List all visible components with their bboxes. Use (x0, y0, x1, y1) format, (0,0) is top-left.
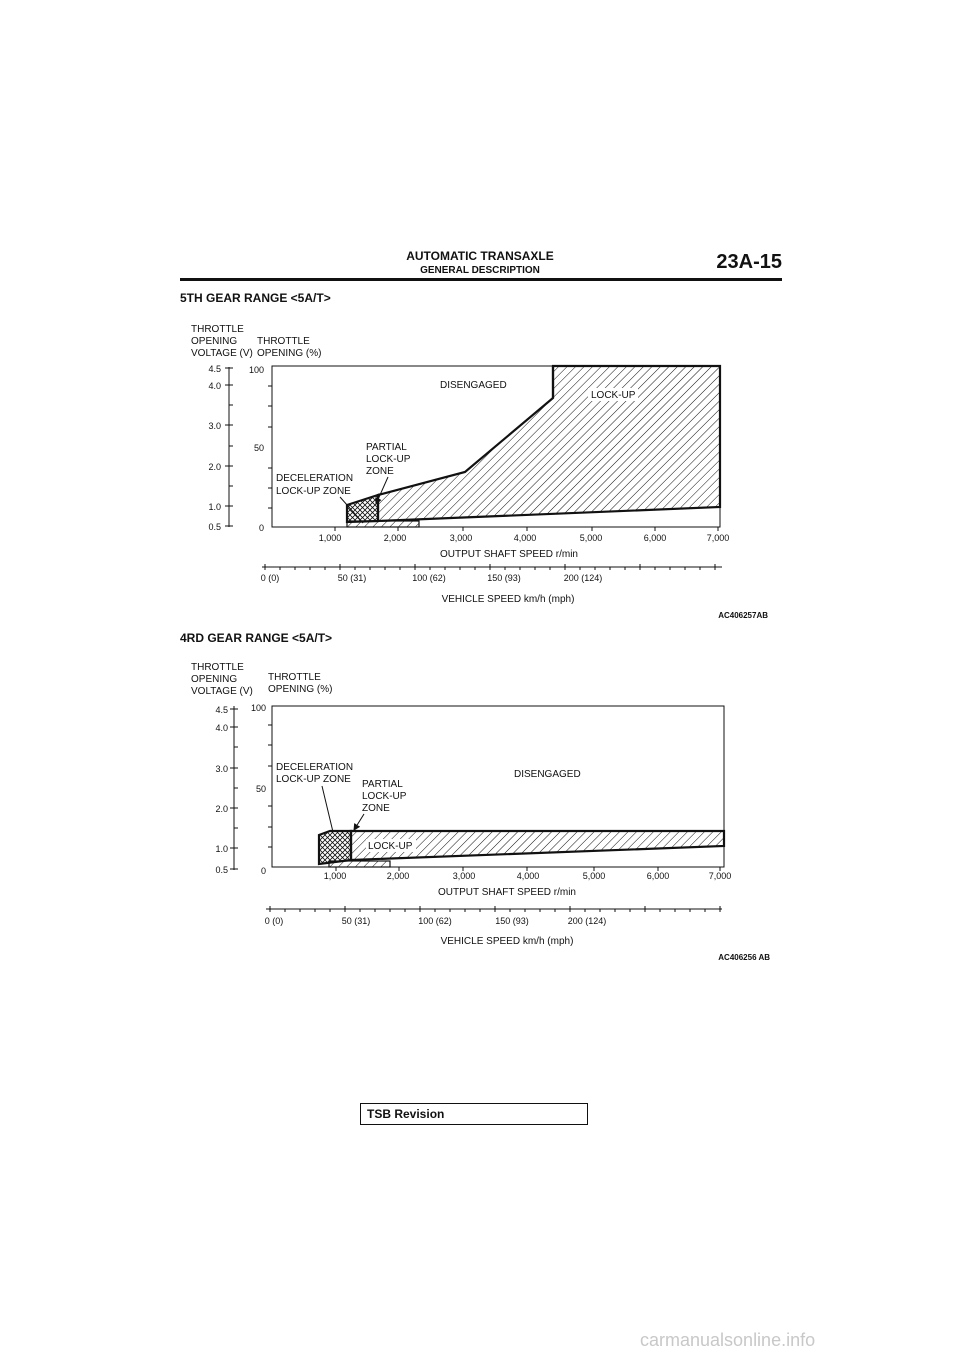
label-disengaged: DISENGAGED (514, 769, 581, 780)
speed-tick: 0 (0) (260, 573, 280, 583)
speed-tick: 100 (62) (412, 573, 446, 583)
speed-axis-label: VEHICLE SPEED km/h (mph) (440, 936, 574, 947)
volt-axis-label-1: THROTTLE (191, 324, 244, 335)
figure-title-5th-gear: 5TH GEAR RANGE <5A/T> (180, 291, 331, 305)
label-decel-1: DECELERATION (276, 473, 354, 484)
label-decel-2: LOCK-UP ZONE (276, 774, 351, 785)
deceleration-lockup-zone (329, 861, 390, 867)
rpm-tick: 4,000 (513, 533, 537, 543)
rpm-tick: 5,000 (582, 871, 606, 881)
label-partial-3: ZONE (362, 803, 390, 814)
speed-tick: 100 (62) (418, 916, 452, 926)
rpm-tick: 5,000 (579, 533, 603, 543)
label-lockup: LOCK-UP (368, 841, 413, 852)
rpm-axis-label: OUTPUT SHAFT SPEED r/min (440, 549, 578, 560)
volt-tick: 1.0 (215, 844, 228, 854)
rpm-tick: 3,000 (449, 533, 473, 543)
speed-tick: 50 (31) (341, 916, 371, 926)
section-subtitle: GENERAL DESCRIPTION (420, 265, 540, 276)
label-decel-1: DECELERATION (276, 762, 354, 773)
volt-axis-label-3: VOLTAGE (V) (191, 686, 253, 697)
volt-tick: 0.5 (215, 865, 228, 875)
volt-tick: 1.0 (208, 502, 221, 512)
pct-tick: 100 (248, 365, 264, 375)
volt-axis-label-3: VOLTAGE (V) (191, 348, 253, 359)
rpm-tick: 7,000 (706, 533, 730, 543)
section-title: AUTOMATIC TRANSAXLE (406, 249, 554, 263)
pct-tick: 50 (253, 443, 264, 453)
speed-tick: 50 (31) (337, 573, 367, 583)
volt-axis-label-2: OPENING (191, 336, 238, 347)
pct-axis-label-1: THROTTLE (257, 336, 310, 347)
pct-tick: 0 (260, 866, 266, 876)
rpm-tick: 2,000 (386, 871, 410, 881)
label-lockup: LOCK-UP (591, 390, 636, 401)
watermark: carmanualsonline.info (640, 1330, 816, 1350)
label-partial-2: LOCK-UP (366, 454, 411, 465)
pct-tick: 50 (255, 784, 266, 794)
volt-tick: 3.0 (208, 421, 221, 431)
volt-axis-label-1: THROTTLE (191, 662, 244, 673)
volt-tick: 2.0 (215, 804, 228, 814)
rpm-tick: 3,000 (452, 871, 476, 881)
figure-code: AC406257AB (718, 611, 768, 620)
volt-tick: 4.5 (208, 364, 221, 374)
speed-tick: 150 (93) (487, 573, 521, 583)
pct-tick: 100 (250, 703, 266, 713)
rpm-tick: 6,000 (643, 533, 667, 543)
volt-tick: 3.0 (215, 764, 228, 774)
tsb-revision-box (360, 1103, 588, 1125)
speed-tick: 200 (124) (563, 573, 603, 583)
volt-tick: 4.0 (215, 723, 228, 733)
volt-tick: 2.0 (208, 462, 221, 472)
pct-axis-label-2: OPENING (%) (268, 684, 333, 695)
partial-lockup-zone (319, 831, 351, 864)
speed-axis-label: VEHICLE SPEED km/h (mph) (441, 594, 575, 605)
rpm-tick: 2,000 (383, 533, 407, 543)
volt-tick: 0.5 (208, 522, 221, 532)
rpm-tick: 1,000 (323, 871, 347, 881)
speed-tick: 0 (0) (264, 916, 284, 926)
label-partial-2: LOCK-UP (362, 791, 407, 802)
volt-tick: 4.5 (215, 705, 228, 715)
volt-axis-label-2: OPENING (191, 674, 238, 685)
rpm-tick: 4,000 (516, 871, 540, 881)
pct-tick: 0 (258, 523, 264, 533)
page-number: 23A-15 (716, 251, 782, 273)
figure-code: AC406256 AB (718, 953, 770, 962)
tsb-revision-label: TSB Revision (367, 1107, 445, 1121)
figure-title-4th-gear: 4RD GEAR RANGE <5A/T> (180, 631, 333, 645)
speed-tick: 150 (93) (495, 916, 529, 926)
label-partial-1: PARTIAL (366, 442, 407, 453)
pct-axis-label-1: THROTTLE (268, 672, 321, 683)
rpm-axis-label: OUTPUT SHAFT SPEED r/min (438, 887, 576, 898)
label-partial-3: ZONE (366, 466, 394, 477)
rpm-tick: 7,000 (708, 871, 732, 881)
label-disengaged: DISENGAGED (440, 380, 507, 391)
pct-axis-label-2: OPENING (%) (257, 348, 322, 359)
speed-tick: 200 (124) (567, 916, 607, 926)
rpm-tick: 6,000 (646, 871, 670, 881)
volt-tick: 4.0 (208, 381, 221, 391)
rpm-tick: 1,000 (318, 533, 342, 543)
label-partial-1: PARTIAL (362, 779, 403, 790)
label-decel-2: LOCK-UP ZONE (276, 486, 351, 497)
